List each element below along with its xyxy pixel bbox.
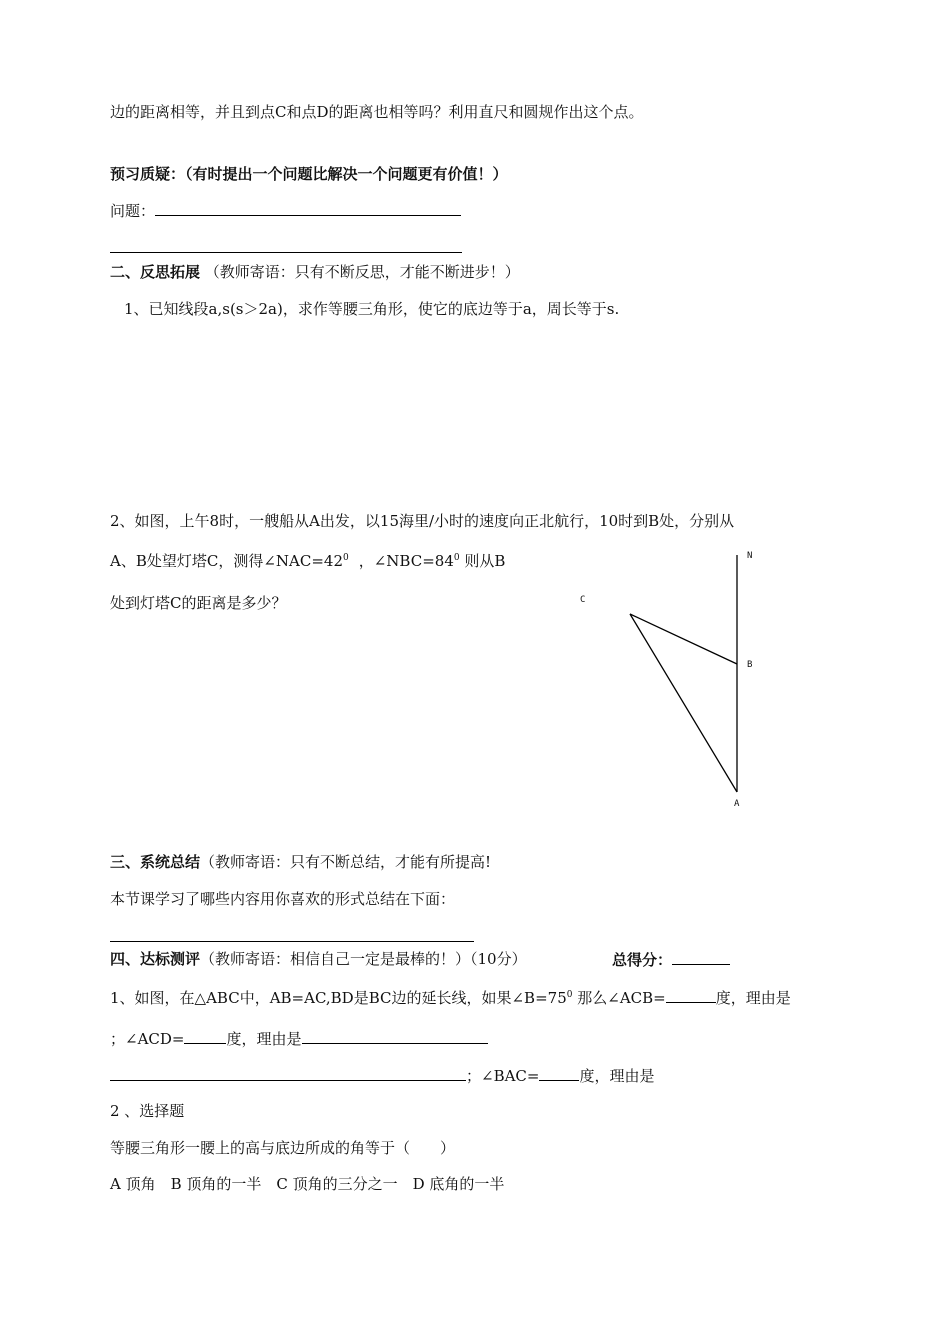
summary-blank-line — [110, 941, 474, 942]
intro-line: 边的距离相等，并且到点C和点D的距离也相等吗？利用直尺和圆规作出这个点。 — [110, 103, 644, 121]
reason-blank-line — [110, 1065, 466, 1081]
q2-from-b: 则从B — [464, 552, 506, 570]
section4-q2-stem: 等腰三角形一腰上的高与底边所成的角等于（ ） — [110, 1139, 456, 1157]
section4-q2-title: 2 、选择题 — [110, 1102, 185, 1120]
bac-blank — [539, 1065, 579, 1081]
section2-heading-line — [110, 262, 520, 282]
label-a: A — [734, 799, 740, 809]
q1-text-c: 度，理由是 — [715, 989, 791, 1007]
label-b: B — [747, 660, 753, 670]
section3-prompt: 本节课学习了哪些内容用你喜欢的形式总结在下面： — [110, 890, 456, 908]
score-label: 总得分： — [612, 951, 673, 969]
q1-text-a: 1、如图，在△ABC中，AB=AC,BD是BC边的延长线，如果∠B=75 — [110, 989, 567, 1007]
q1-bac-label: ；∠BAC= — [466, 1067, 540, 1085]
q1-text-b: 那么∠ACB= — [577, 989, 666, 1007]
section4-q2-options: A 顶角 B 顶角的一半 C 顶角的三分之一 D 底角的一半 — [110, 1175, 505, 1193]
question-blank — [155, 200, 461, 216]
score-blank — [672, 949, 730, 965]
section4-q1-line3 — [110, 1065, 655, 1086]
section2-q1: 1、已知线段a,s(s＞2a)，求作等腰三角形，使它的底边等于a，周长等于s. — [124, 300, 620, 318]
question-line — [110, 200, 461, 221]
acb-blank — [666, 987, 716, 1003]
score-line — [612, 949, 730, 970]
section2-q2-line2 — [110, 551, 505, 571]
q1-bac-reason: 度，理由是 — [579, 1067, 655, 1085]
q1-acd-label: ；∠ACD= — [110, 1030, 185, 1048]
navigation-figure — [560, 540, 800, 820]
section2-note: （教师寄语：只有不断反思，才能不断进步！） — [204, 263, 520, 281]
section4-q1-line1 — [110, 987, 791, 1008]
degree-mark: 0 — [566, 990, 573, 1000]
line-c-to-b — [630, 614, 737, 664]
section4-heading-line — [110, 949, 527, 969]
section3-heading-line — [110, 852, 491, 872]
label-n: N — [747, 551, 753, 561]
acd-reason-blank — [302, 1028, 488, 1044]
acd-blank — [184, 1028, 226, 1044]
q2-angle-nac: A、B处望灯塔C，测得∠NAC=42 — [110, 552, 343, 570]
degree-mark: 0 — [453, 553, 460, 563]
preview-heading: 预习质疑：（有时提出一个问题比解决一个问题更有价值！） — [110, 165, 508, 183]
section3-note: （教师寄语：只有不断总结，才能有所提高! — [200, 853, 492, 871]
q2-angle-nbc: ，∠NBC=84 — [358, 552, 454, 570]
question-blank-line-2 — [110, 252, 462, 253]
question-label: 问题： — [110, 202, 156, 220]
line-a-to-c — [630, 614, 737, 792]
q1-acd-reason: 度，理由是 — [226, 1030, 302, 1048]
section2-heading: 二、反思拓展 — [110, 263, 201, 281]
section2-q2-line1: 2、如图，上午8时，一艘船从A出发，以15海里/小时的速度向正北航行，10时到B处，分别从 — [110, 512, 735, 530]
section3-heading: 三、系统总结 — [110, 853, 201, 871]
label-c: C — [580, 595, 586, 605]
section4-heading: 四、达标测评 — [110, 950, 201, 968]
section4-q1-line2 — [110, 1028, 488, 1049]
degree-mark: 0 — [343, 553, 349, 563]
section4-note: （教师寄语：相信自己一定是最棒的！）（10分） — [200, 950, 527, 968]
section2-q2-line3: 处到灯塔C的距离是多少？ — [110, 594, 287, 612]
